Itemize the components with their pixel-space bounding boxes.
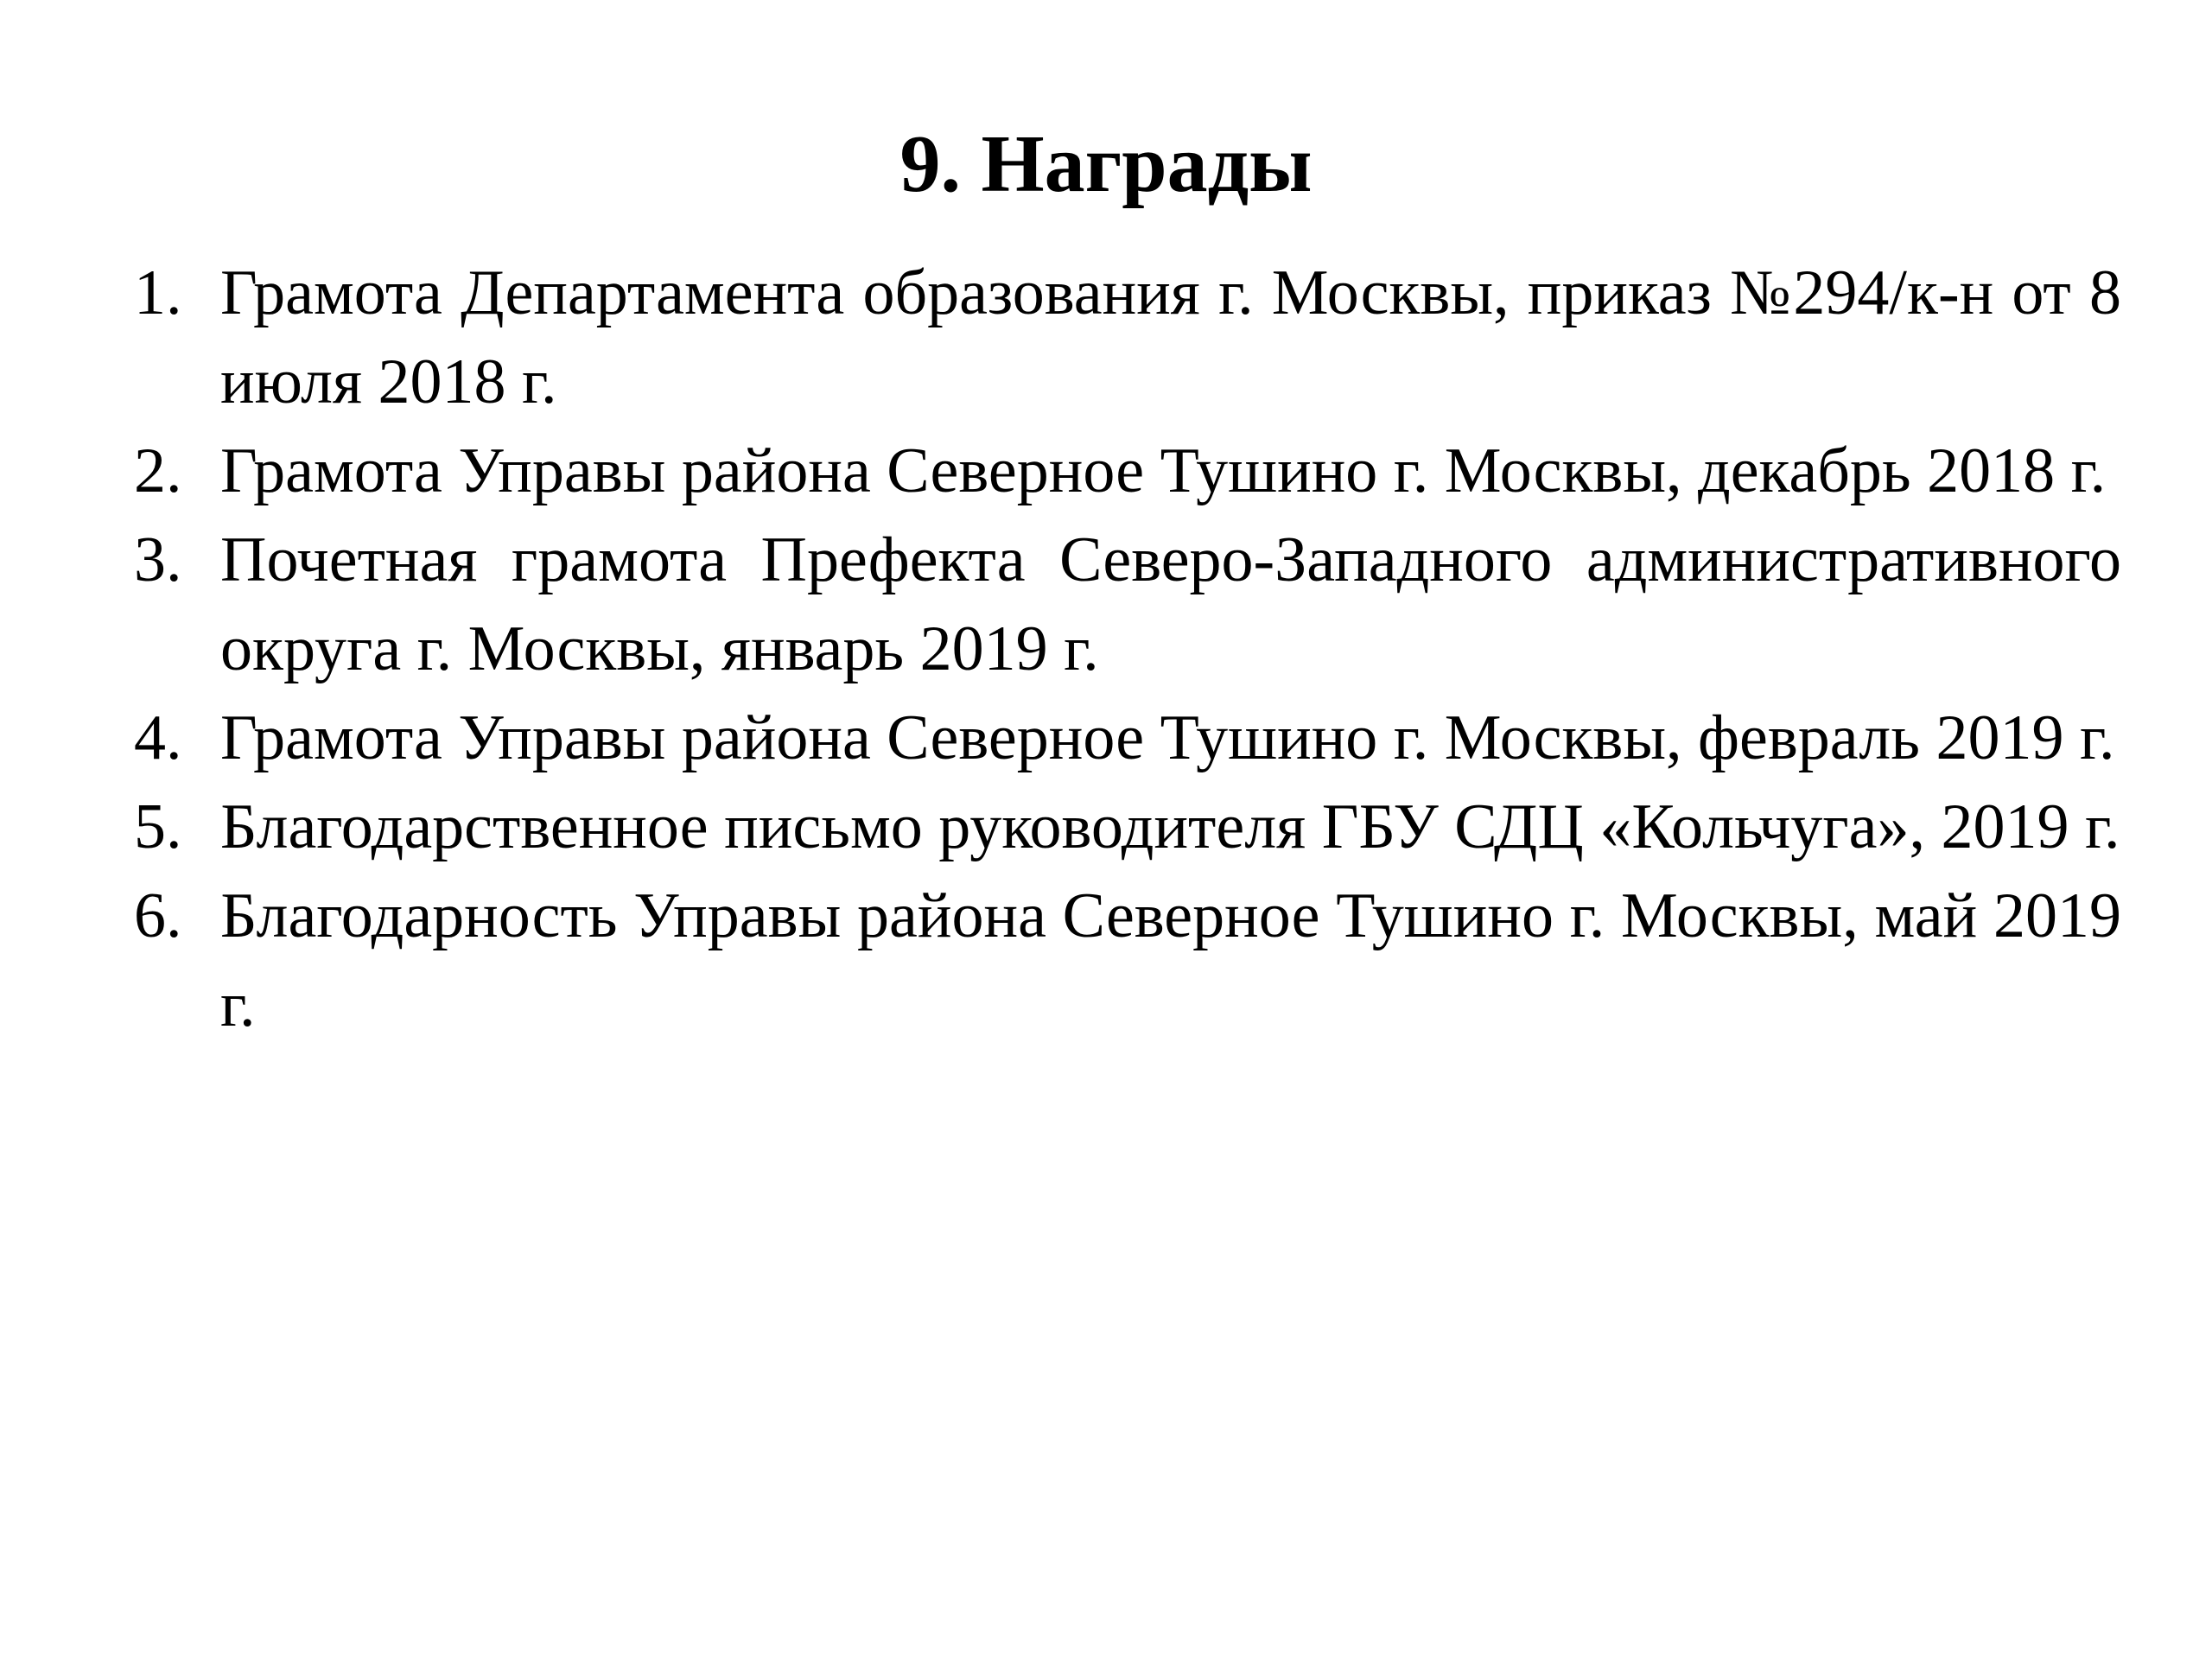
award-item [134,872,2121,1050]
award-number: 2. [134,435,182,506]
award-number: 1. [134,257,182,328]
award-text: Почетная грамота Префекта Северо-Западного административного округа г. Москвы, январь 2019 г. [220,524,2121,684]
award-text: Благодарность Управы района Северное Тушино г. Москвы, май 2019 г. [220,880,2121,1040]
award-text: Грамота Департамента образования г. Москвы, приказ №294/к-н от 8 июля 2018 г. [220,257,2121,417]
award-number: 5. [134,791,182,862]
award-number: 3. [134,524,182,595]
award-text: Благодарственное письмо руководителя ГБУ СДЦ «Кольчуга», 2019 г. [220,791,2120,862]
award-number: 4. [134,702,182,773]
award-item [134,427,2121,516]
award-item [134,516,2121,694]
award-item [134,694,2121,783]
award-number: 6. [134,880,182,951]
awards-list [134,249,2121,1050]
section-title: 9. Награды [899,119,1313,209]
award-text: Грамота Управы района Северное Тушино г. Москвы, февраль 2019 г. [220,702,2115,773]
award-item [134,249,2121,427]
award-text: Грамота Управы района Северное Тушино г. Москвы, декабрь 2018 г. [220,435,2107,506]
award-item [134,783,2121,872]
